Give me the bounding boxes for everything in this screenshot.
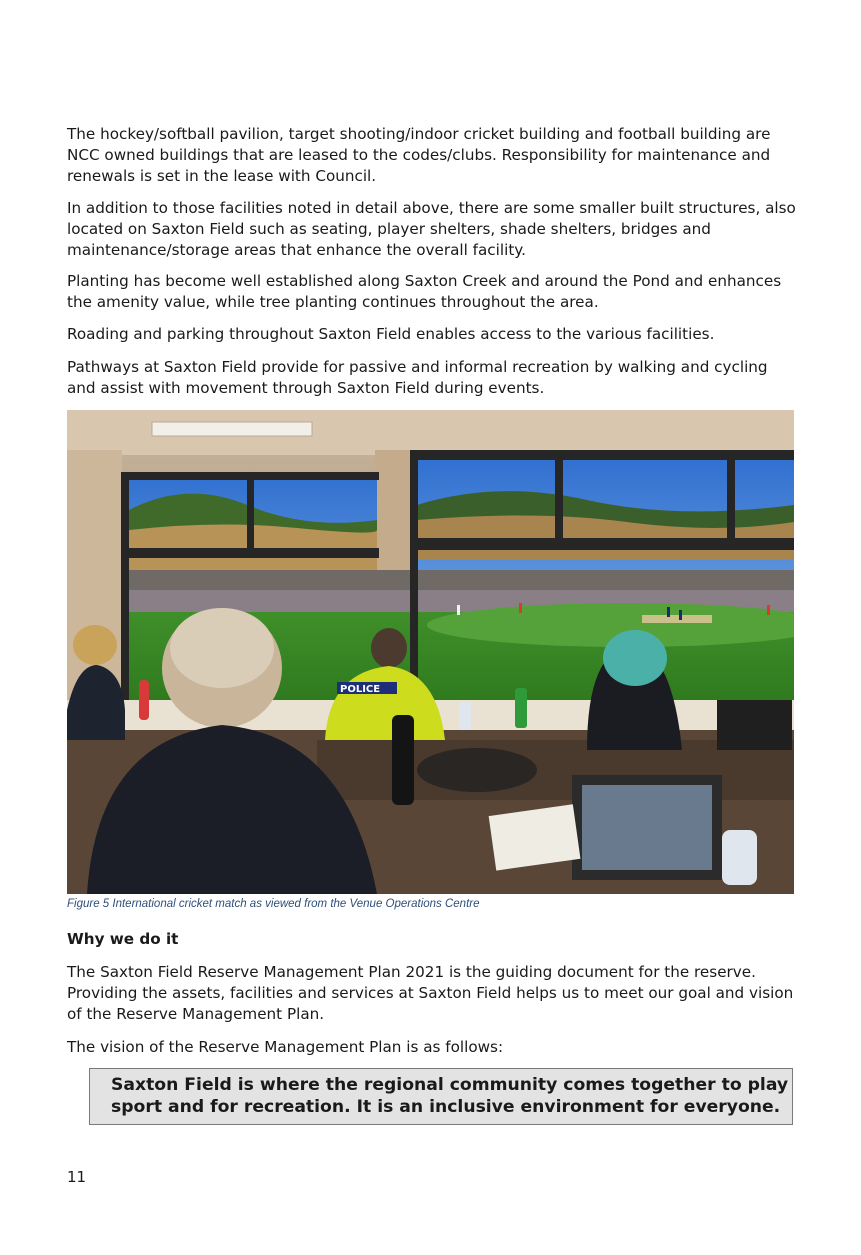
paragraph-smaller-structures: In addition to those facilities noted in detail above, there are some smaller built structures, also located on Saxton Field such as seating, player shelters, shade shelters, bridges and maintenance/storage areas that enhance the overall facility. xyxy=(67,199,796,259)
vision-statement-box xyxy=(89,1068,793,1125)
figure-caption: Figure 5 International cricket match as viewed from the Venue Operations Centre xyxy=(67,898,480,910)
paragraph-planting: Planting has become well established along Saxton Creek and around the Pond and enhances the amenity value, while tree planting continues throughout the area. xyxy=(67,272,782,311)
page-number: 11 xyxy=(67,1168,87,1186)
paragraph-roading: Roading and parking throughout Saxton Field enables access to the various facilities. xyxy=(67,325,715,343)
paragraph-management-plan: The Saxton Field Reserve Management Plan 2021 is the guiding document for the reserve. Providing the assets, facilities and services at Saxton Field helps us to meet our goal and vision of the Reserve Management Plan. xyxy=(67,963,794,1023)
vision-statement: Saxton Field is where the regional community comes together to play sport and for recreation. It is an inclusive environment for everyone. xyxy=(111,1075,789,1117)
paragraph-vision-intro: The vision of the Reserve Management Plan is as follows: xyxy=(67,1038,504,1056)
paragraph-leases: The hockey/softball pavilion, target shooting/indoor cricket building and football building are NCC owned buildings that are leased to the codes/clubs. Responsibility for maintenance and renewals is set in the lease with Council. xyxy=(67,125,771,185)
section-heading: Why we do it xyxy=(67,930,179,948)
police-vest-label: POLICE xyxy=(340,684,381,695)
cricket-match-photo xyxy=(67,410,794,894)
paragraph-pathways: Pathways at Saxton Field provide for passive and informal recreation by walking and cycling and assist with movement through Saxton Field during events. xyxy=(67,358,768,397)
